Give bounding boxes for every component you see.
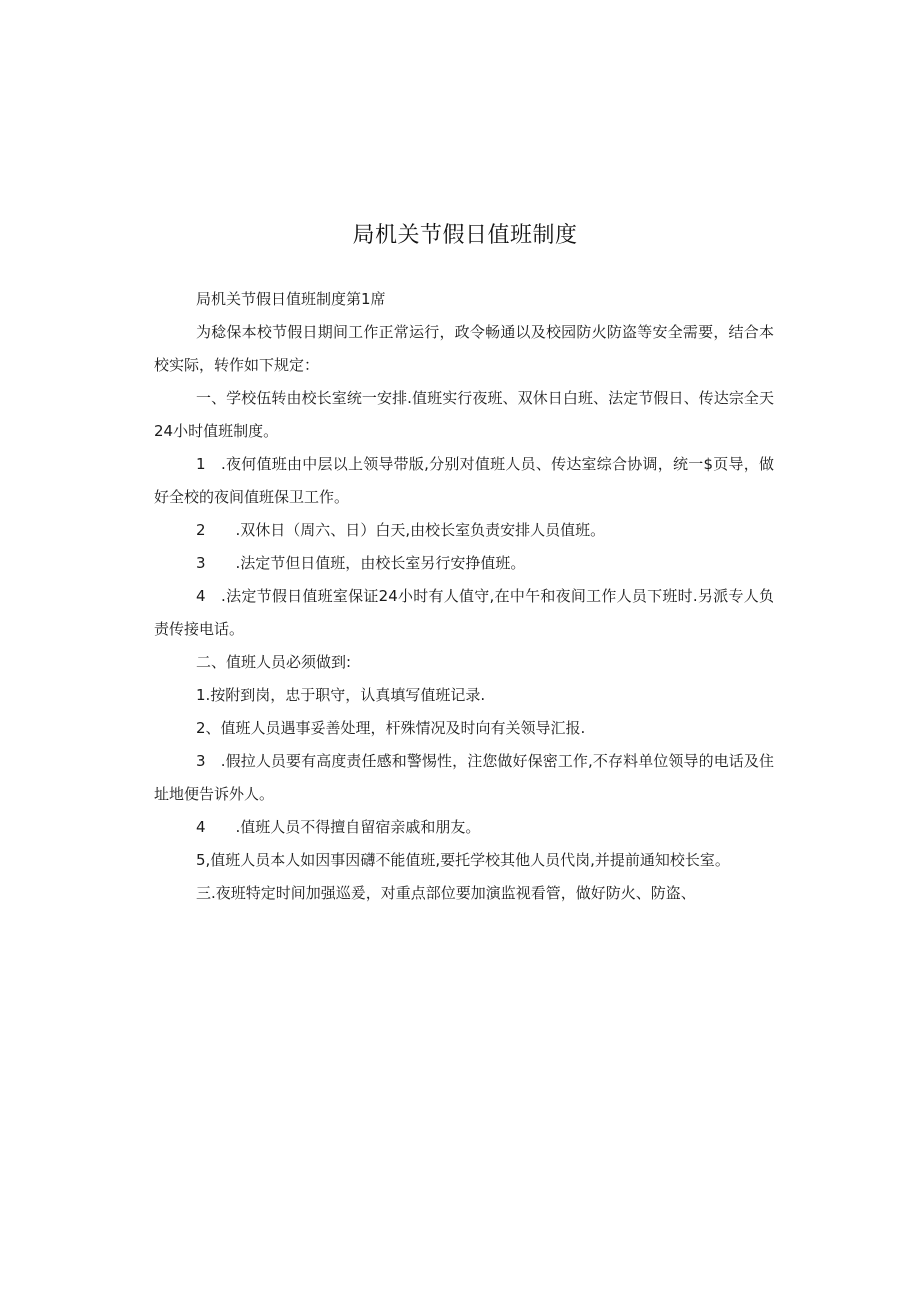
paragraph-item-2-1: 1.按附到岗，忠于职守，认真填写值班记录. xyxy=(196,686,486,704)
paragraph-section-3: 三.夜班特定时间加强巡爰，对重点部位要加演监视看管，做好防火、防盗、 xyxy=(196,884,696,902)
paragraph-item-2-3: 3 .假拉人员要有高度责任感和警惕性，注您做好保密工作,不存料单位领导的电话及住址地便告诉外人。 xyxy=(154,752,774,803)
paragraph-section-1: 一、学校伍转由校长室统一安排.值班实行夜班、双休日白班、法定节假日、传达宗全天24小时值班制度。 xyxy=(154,389,774,440)
paragraph-item-2-5: 5,值班人员本人如因事因礴不能值班,要托学校其他人员代岗,并提前通知校长室。 xyxy=(196,851,730,869)
paragraph-item-1-1: 1 .夜何值班由中层以上领导带版,分别对值班人员、传达室综合协调，统一$页导，做好全校的夜间值班保卫工作。 xyxy=(154,455,774,506)
paragraph-item-1-4: 4 .法定节假日值班室保证24小时有人值守,在中午和夜间工作人员下班时.另派专人负责传接电话。 xyxy=(154,587,774,638)
document-title: 局机关节假日值班制度 xyxy=(352,223,578,248)
paragraph-item-1-2: 2 .双休日（周六、日）白天,由校长室负责安排人员值班。 xyxy=(196,521,606,539)
paragraph-subtitle: 局机关节假日值班制度第1席 xyxy=(196,290,386,308)
paragraph-intro: 为稔保本校节假日期间工作正常运行，政令畅通以及校园防火防盗等安全需要，结合本校实际，转作如下规定： xyxy=(154,323,774,374)
paragraph-item-1-3: 3 .法定节但日值班，由校长室另行安挣值班。 xyxy=(196,554,526,572)
paragraph-item-2-4: 4 .值班人员不得擅自留宿亲戚和朋友。 xyxy=(196,818,481,836)
document-body xyxy=(154,283,774,910)
paragraph-item-2-2: 2、值班人员遇事妥善处理，杆殊情况及时向有关领导汇报. xyxy=(196,719,586,737)
paragraph-section-2: 二、值班人员必须做到: xyxy=(196,653,352,671)
